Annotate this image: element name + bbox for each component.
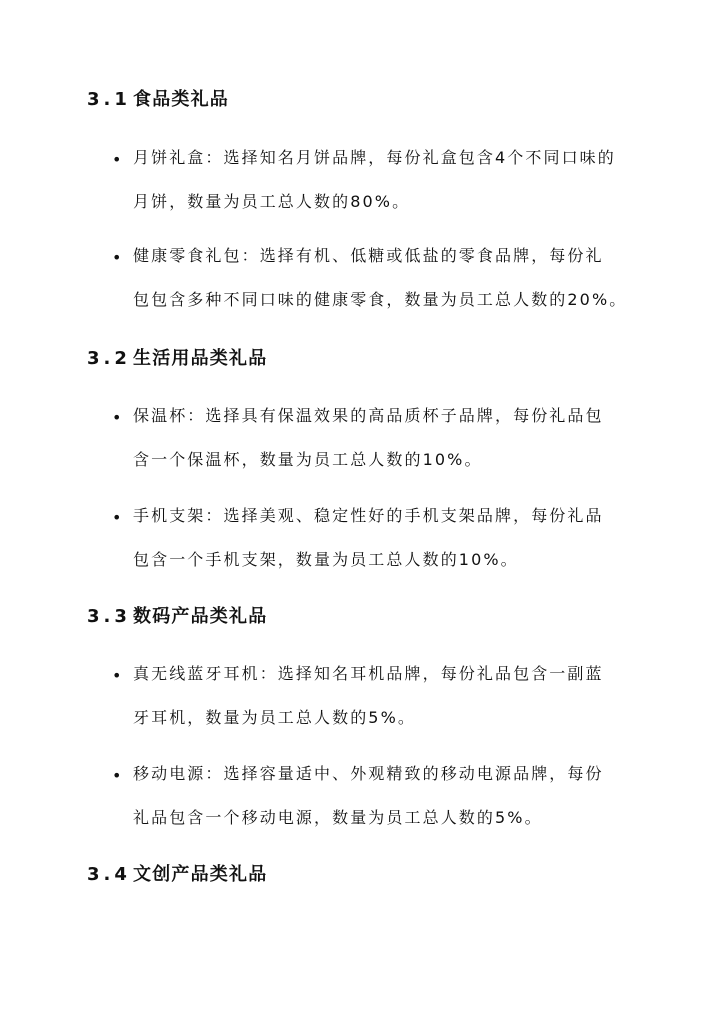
bullet-icon: •: [112, 508, 122, 527]
section-heading-3-1: [87, 90, 229, 110]
list-item-line: 包包含多种不同口味的健康零食，数量为员工总人数的20%。: [133, 290, 628, 309]
list-item-line: 含一个保温杯，数量为员工总人数的10%。: [133, 450, 483, 469]
section-number: 3.4: [87, 864, 131, 885]
section-title: 文创产品类礼品: [133, 864, 268, 885]
section-number: 3.1: [87, 89, 131, 110]
list-item-line: 牙耳机，数量为员工总人数的5%。: [133, 708, 416, 727]
list-item-line: 健康零食礼包：选择有机、低糖或低盐的零食品牌，每份礼: [133, 246, 604, 265]
bullet-icon: •: [112, 150, 122, 169]
section-title: 生活用品类礼品: [133, 348, 268, 369]
list-item-line: 月饼，数量为员工总人数的80%。: [133, 192, 411, 211]
bullet-icon: •: [112, 766, 122, 785]
section-title: 食品类礼品: [133, 89, 229, 110]
section-number: 3.2: [87, 348, 131, 369]
section-number: 3.3: [87, 606, 131, 627]
list-item-line: 手机支架：选择美观、稳定性好的手机支架品牌，每份礼品: [133, 506, 604, 525]
section-heading-3-2: [87, 349, 267, 369]
bullet-icon: •: [112, 666, 122, 685]
list-item-line: 保温杯：选择具有保温效果的高品质杯子品牌，每份礼品包: [133, 406, 604, 425]
list-item-line: 移动电源：选择容量适中、外观精致的移动电源品牌，每份: [133, 764, 604, 783]
bullet-icon: •: [112, 248, 122, 267]
list-item-line: 包含一个手机支架，数量为员工总人数的10%。: [133, 550, 519, 569]
list-item-line: 礼品包含一个移动电源，数量为员工总人数的5%。: [133, 808, 543, 827]
bullet-icon: •: [112, 408, 122, 427]
section-heading-3-3: [87, 607, 267, 627]
section-title: 数码产品类礼品: [133, 606, 268, 627]
list-item-line: 真无线蓝牙耳机：选择知名耳机品牌，每份礼品包含一副蓝: [133, 664, 604, 683]
list-item-line: 月饼礼盒：选择知名月饼品牌，每份礼盒包含4个不同口味的: [133, 148, 616, 167]
section-heading-3-4: [87, 865, 267, 885]
